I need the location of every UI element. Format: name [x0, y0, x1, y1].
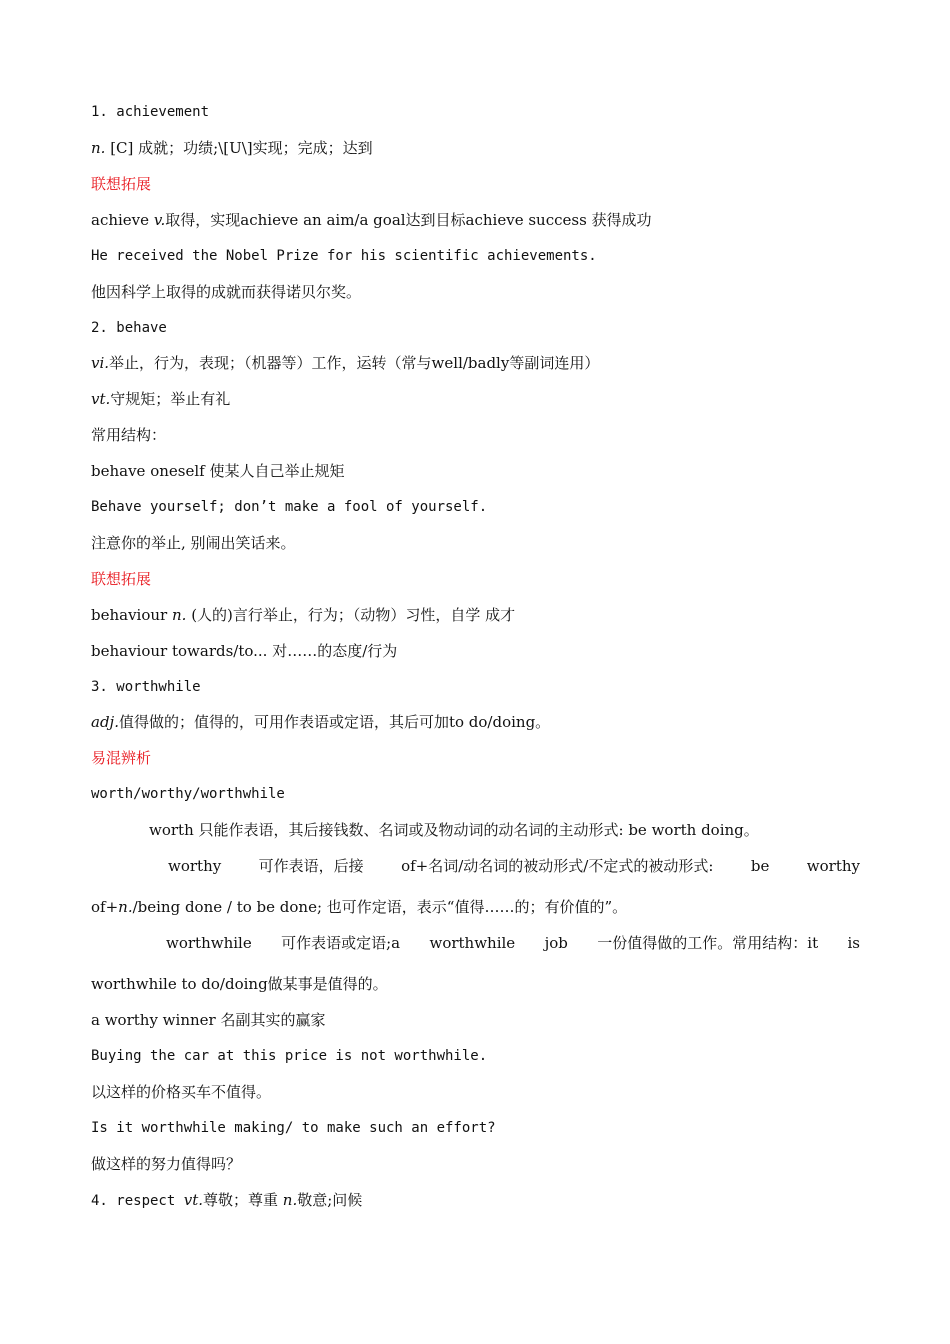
comparison-words: worth/worthy/worthwhile [91, 786, 285, 802]
extension-behaviour-towards: behaviour towards/to... 对……的态度/行为 [91, 642, 398, 660]
structure-label: 常用结构： [91, 426, 167, 444]
definition-behave-vi: vi.举止，行为，表现；（机器等）工作，运转（常与well/badly等副词连用） [91, 354, 600, 372]
example-chinese: 做这样的努力值得吗？ [91, 1155, 242, 1173]
example-english: Behave yourself; don’t make a fool of yourself. [91, 499, 488, 515]
definition-worthwhile: adj.值得做的；值得的，可用作表语或定语，其后可加to do/doing。 [91, 713, 551, 731]
note-worth: worth 只能作表语，其后接钱数、名词或及物动词的动名词的主动形式: be worth doing。 [149, 821, 759, 839]
phrase-behave-oneself: behave oneself 使某人自己举止规矩 [91, 462, 345, 480]
entry-heading-behave: 2. behave [91, 320, 167, 336]
example-chinese: 以这样的价格买车不值得。 [91, 1083, 272, 1101]
section-label-extension: 联想拓展 [91, 570, 152, 588]
entry-heading-worthwhile: 3. worthwhile [91, 679, 201, 695]
extension-behaviour: behaviour n. (人的)言行举止，行为；（动物）习性，自学 成才 [91, 606, 516, 624]
example-english: Buying the car at this price is not worthwhile. [91, 1048, 488, 1064]
entry-heading-respect: 4. respect vt.尊敬；尊重 n.敬意;问候 [91, 1191, 363, 1209]
note-worthwhile-line2: worthwhile to do/doing做某事是值得的。 [91, 975, 388, 993]
example-chinese: 他因科学上取得的成就而获得诺贝尔奖。 [91, 283, 362, 301]
definition-achievement: n. [C] 成就；功绩;\[U\]实现；完成；达到 [91, 139, 373, 157]
extension-achieve: achieve v.取得，实现achieve an aim/a goal达到目标achieve success 获得成功 [91, 211, 652, 229]
example-chinese: 注意你的举止, 别闹出笑话来。 [91, 534, 296, 552]
entry-heading-achievement: 1. achievement [91, 104, 210, 120]
phrase-worthy-winner: a worthy winner 名副其实的赢家 [91, 1011, 326, 1029]
example-english: He received the Nobel Prize for his scientific achievements. [91, 248, 597, 264]
note-worthwhile-line1: worthwhile 可作表语或定语;a worthwhile job 一份值得做的工作。常用结构：it is [166, 934, 860, 952]
section-label-comparison: 易混辨析 [91, 749, 152, 767]
note-worthy-line2: of+n./being done / to be done; 也可作定语，表示“值得……的；有价值的”。 [91, 898, 628, 916]
definition-behave-vt: vt.守规矩；举止有礼 [91, 390, 231, 408]
section-label-extension: 联想拓展 [91, 175, 152, 193]
example-english: Is it worthwhile making/ to make such an effort? [91, 1120, 496, 1136]
note-worthy-line1: worthy 可作表语，后接 of+名词/动名词的被动形式/不定式的被动形式: be worthy [168, 857, 860, 875]
